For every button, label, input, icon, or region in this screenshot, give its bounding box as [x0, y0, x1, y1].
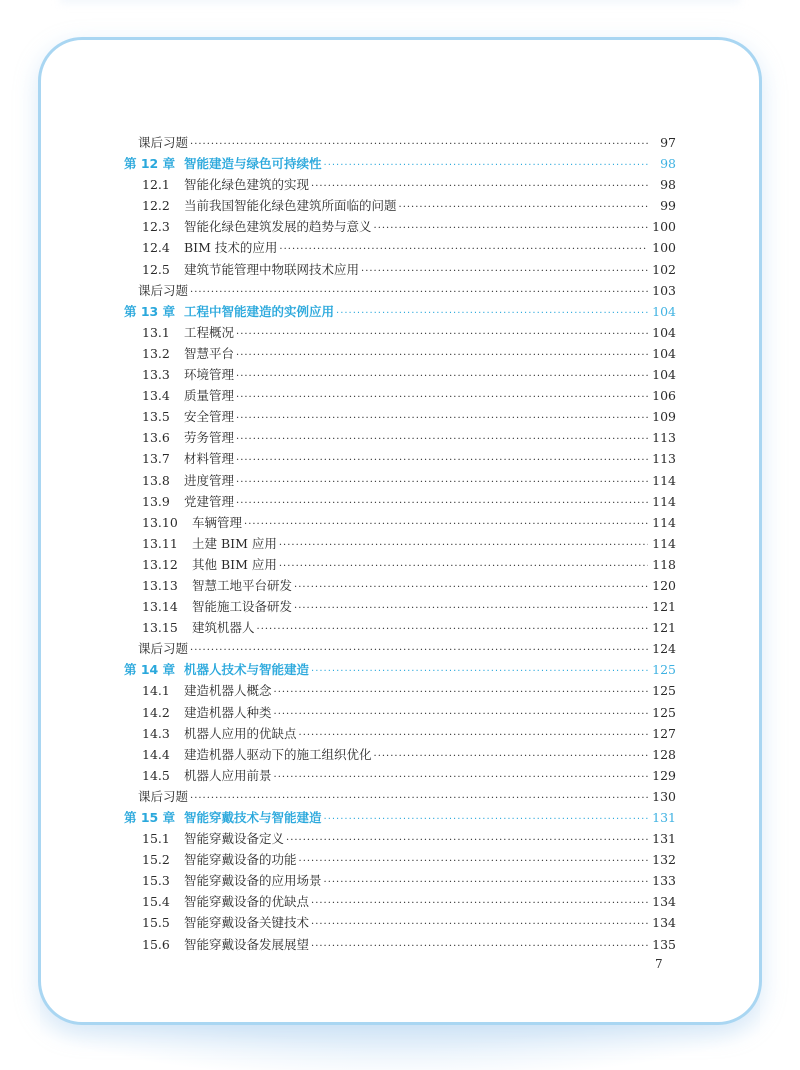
entry-title: 建筑节能管理中物联网技术应用 [184, 261, 360, 277]
entry-title: 土建 BIM 应用 [192, 535, 277, 551]
toc-section-entry[interactable] [124, 849, 676, 870]
table-of-contents [124, 132, 676, 955]
entry-page-number: 114 [652, 514, 676, 530]
toc-section-entry[interactable] [124, 512, 676, 533]
toc-section-entry[interactable] [124, 385, 676, 406]
dot-leader [236, 429, 648, 450]
entry-page-number: 104 [652, 345, 676, 361]
entry-title: 材料管理 [184, 451, 235, 467]
toc-section-entry[interactable] [124, 702, 676, 723]
entry-page-number: 125 [652, 704, 676, 720]
entry-page-number: 135 [652, 936, 676, 952]
toc-section-entry[interactable] [124, 491, 676, 512]
entry-title: 质量管理 [184, 388, 235, 404]
toc-section-entry[interactable] [124, 680, 676, 701]
entry-title: 课后习题 [138, 135, 189, 150]
toc-section-entry[interactable] [124, 596, 676, 617]
entry-title: 机器人应用前景 [184, 767, 272, 783]
section-number: 12.3 [142, 219, 170, 235]
toc-section-entry[interactable] [124, 744, 676, 765]
entry-title: 当前我国智能化绿色建筑所面临的问题 [184, 198, 397, 214]
section-number: 13.10 [142, 514, 178, 530]
entry-page-number: 125 [652, 662, 676, 678]
section-number: 13.13 [142, 577, 178, 593]
entry-title: 智能穿戴技术与智能建造 [184, 810, 322, 825]
toc-exercises-entry[interactable] [124, 132, 676, 153]
entry-page-number: 124 [652, 641, 676, 657]
section-number: 12.5 [142, 261, 170, 277]
dot-leader [324, 155, 650, 176]
section-number: 15.5 [142, 915, 170, 931]
entry-page-number: 98 [660, 177, 676, 193]
dot-leader [311, 914, 648, 935]
dot-leader [236, 408, 648, 429]
toc-section-entry[interactable] [124, 617, 676, 638]
toc-section-entry[interactable] [124, 216, 676, 237]
section-number: 13.8 [142, 472, 170, 488]
toc-section-entry[interactable] [124, 891, 676, 912]
dot-leader [279, 239, 648, 260]
toc-chapter-heading[interactable] [124, 153, 676, 174]
dot-leader [244, 514, 648, 535]
section-number: 12.1 [142, 177, 170, 193]
entry-page-number: 125 [652, 683, 676, 699]
dot-leader [274, 767, 649, 788]
entry-title: 智慧工地平台研发 [192, 577, 293, 593]
entry-page-number: 118 [652, 556, 676, 572]
dot-leader [361, 261, 648, 282]
section-number: 13.15 [142, 620, 178, 636]
entry-title: 智能建造与绿色可持续性 [184, 156, 322, 172]
entry-title: 课后习题 [138, 788, 189, 804]
section-number: 13.14 [142, 599, 178, 615]
entry-page-number: 104 [652, 367, 676, 383]
entry-title: 车辆管理 [192, 514, 243, 530]
toc-section-entry[interactable] [124, 174, 676, 195]
dot-leader [274, 704, 649, 725]
entry-title: 智能施工设备研发 [192, 599, 293, 615]
toc-section-entry[interactable] [124, 934, 676, 955]
entry-page-number: 127 [652, 725, 676, 741]
section-number: 13.7 [142, 451, 170, 467]
dot-leader [236, 450, 648, 471]
dot-leader [190, 788, 648, 809]
entry-page-number: 104 [652, 324, 676, 340]
dot-leader [294, 598, 648, 619]
section-number: 14.5 [142, 767, 170, 783]
dot-leader [311, 893, 648, 914]
section-number: 15.1 [142, 831, 170, 847]
toc-chapter-heading[interactable] [124, 807, 676, 828]
entry-page-number: 104 [652, 303, 676, 319]
section-number: 13.11 [142, 535, 178, 551]
dot-leader [374, 218, 649, 239]
entry-page-number: 134 [652, 894, 676, 910]
entry-page-number: 121 [652, 620, 676, 636]
page-number: 7 [655, 957, 663, 971]
toc-exercises-entry[interactable] [124, 280, 676, 301]
entry-page-number: 121 [652, 599, 676, 615]
entry-page-number: 100 [652, 219, 676, 235]
entry-title: 智能穿戴设备的应用场景 [184, 873, 322, 889]
entry-page-number: 98 [660, 156, 676, 172]
section-number: 14.2 [142, 704, 170, 720]
dot-leader [336, 303, 648, 324]
toc-section-entry[interactable] [124, 575, 676, 596]
entry-page-number: 109 [652, 409, 676, 425]
dot-leader [399, 197, 650, 218]
entry-title: 课后习题 [138, 282, 189, 298]
top-shadow-decoration [60, 0, 740, 4]
toc-chapter-heading[interactable] [124, 659, 676, 680]
section-number: 15.3 [142, 873, 170, 889]
entry-page-number: 114 [652, 535, 676, 551]
entry-title: 智能穿戴设备关键技术 [184, 915, 310, 931]
dot-leader [311, 661, 648, 682]
entry-title: 智慧平台 [184, 345, 235, 361]
section-number: 13.3 [142, 367, 170, 383]
dot-leader [299, 725, 649, 746]
dot-leader [279, 556, 648, 577]
entry-title: 智能化绿色建筑发展的趋势与意义 [184, 219, 372, 235]
section-number: 15.4 [142, 894, 170, 910]
chapter-number: 第 14 章 [124, 662, 176, 678]
entry-page-number: 114 [652, 493, 676, 509]
dot-leader [299, 851, 649, 872]
section-number: 12.4 [142, 240, 170, 256]
entry-page-number: 99 [660, 198, 676, 214]
entry-page-number: 106 [652, 388, 676, 404]
toc-section-entry[interactable] [124, 259, 676, 280]
entry-title: 建造机器人驱动下的施工组织优化 [184, 746, 372, 762]
dot-leader [190, 640, 648, 661]
entry-page-number: 128 [652, 746, 676, 762]
section-number: 13.12 [142, 556, 178, 572]
toc-section-entry[interactable] [124, 554, 676, 575]
section-number: 12.2 [142, 198, 170, 214]
chapter-number: 第 12 章 [124, 156, 176, 172]
entry-title: 建造机器人种类 [184, 704, 272, 720]
dot-leader [311, 176, 650, 197]
entry-page-number: 103 [652, 282, 676, 298]
entry-page-number: 133 [652, 873, 676, 889]
entry-title: 课后习题 [138, 641, 189, 657]
entry-title: 智能穿戴设备定义 [184, 831, 285, 847]
entry-page-number: 131 [652, 831, 676, 847]
toc-section-entry[interactable] [124, 322, 676, 343]
dot-leader [236, 324, 648, 345]
toc-section-entry[interactable] [124, 343, 676, 364]
entry-page-number: 129 [652, 767, 676, 783]
toc-section-entry[interactable] [124, 533, 676, 554]
dot-leader [294, 577, 648, 598]
dot-leader [324, 809, 649, 830]
toc-section-entry[interactable] [124, 406, 676, 427]
toc-section-entry[interactable] [124, 364, 676, 385]
section-number: 13.9 [142, 493, 170, 509]
entry-page-number: 100 [652, 240, 676, 256]
dot-leader [236, 345, 648, 366]
entry-page-number: 97 [660, 135, 676, 150]
dot-leader [311, 936, 648, 957]
dot-leader [236, 493, 648, 514]
entry-title: 智能穿戴设备的功能 [184, 852, 297, 868]
chapter-number: 第 13 章 [124, 303, 176, 319]
toc-section-entry[interactable] [124, 195, 676, 216]
entry-title: BIM 技术的应用 [184, 240, 278, 256]
dot-leader [274, 682, 649, 703]
toc-section-entry[interactable] [124, 765, 676, 786]
entry-title: 工程中智能建造的实例应用 [184, 303, 335, 319]
dot-leader [236, 387, 648, 408]
toc-section-entry[interactable] [124, 427, 676, 448]
entry-title: 工程概况 [184, 324, 235, 340]
section-number: 14.4 [142, 746, 170, 762]
section-number: 14.1 [142, 683, 170, 699]
section-number: 14.3 [142, 725, 170, 741]
entry-title: 进度管理 [184, 472, 235, 488]
entry-title: 智能穿戴设备的优缺点 [184, 894, 310, 910]
entry-title: 其他 BIM 应用 [192, 556, 277, 572]
section-number: 15.2 [142, 852, 170, 868]
entry-title: 机器人技术与智能建造 [184, 662, 310, 678]
entry-title: 建造机器人概念 [184, 683, 272, 699]
toc-section-entry[interactable] [124, 828, 676, 849]
toc-section-entry[interactable] [124, 470, 676, 491]
dot-leader [374, 746, 649, 767]
entry-page-number: 132 [652, 852, 676, 868]
section-number: 13.4 [142, 388, 170, 404]
toc-exercises-entry[interactable] [124, 786, 676, 807]
dot-leader [324, 872, 649, 893]
dot-leader [279, 535, 648, 556]
entry-page-number: 102 [652, 261, 676, 277]
toc-section-entry[interactable] [124, 448, 676, 469]
section-number: 15.6 [142, 936, 170, 952]
toc-chapter-heading[interactable] [124, 301, 676, 322]
entry-page-number: 131 [652, 810, 676, 825]
toc-section-entry[interactable] [124, 870, 676, 891]
dot-leader [236, 472, 648, 493]
entry-title: 环境管理 [184, 367, 235, 383]
section-number: 13.5 [142, 409, 170, 425]
entry-title: 安全管理 [184, 409, 235, 425]
entry-page-number: 120 [652, 577, 676, 593]
entry-page-number: 130 [652, 788, 676, 804]
toc-section-entry[interactable] [124, 237, 676, 258]
dot-leader [286, 830, 648, 851]
dot-leader [190, 282, 648, 303]
entry-title: 机器人应用的优缺点 [184, 725, 297, 741]
chapter-number: 第 15 章 [124, 810, 176, 825]
entry-page-number: 114 [652, 472, 676, 488]
section-number: 13.6 [142, 430, 170, 446]
toc-section-entry[interactable] [124, 912, 676, 933]
entry-title: 党建管理 [184, 493, 235, 509]
dot-leader [236, 366, 648, 387]
entry-page-number: 113 [652, 451, 676, 467]
entry-title: 智能化绿色建筑的实现 [184, 177, 310, 193]
entry-page-number: 113 [652, 430, 676, 446]
toc-section-entry[interactable] [124, 723, 676, 744]
entry-title: 建筑机器人 [192, 620, 255, 636]
dot-leader [190, 134, 650, 155]
section-number: 13.2 [142, 345, 170, 361]
entry-page-number: 134 [652, 915, 676, 931]
section-number: 13.1 [142, 324, 170, 340]
dot-leader [257, 619, 649, 640]
entry-title: 智能穿戴设备发展展望 [184, 936, 310, 952]
entry-title: 劳务管理 [184, 430, 235, 446]
toc-exercises-entry[interactable] [124, 638, 676, 659]
